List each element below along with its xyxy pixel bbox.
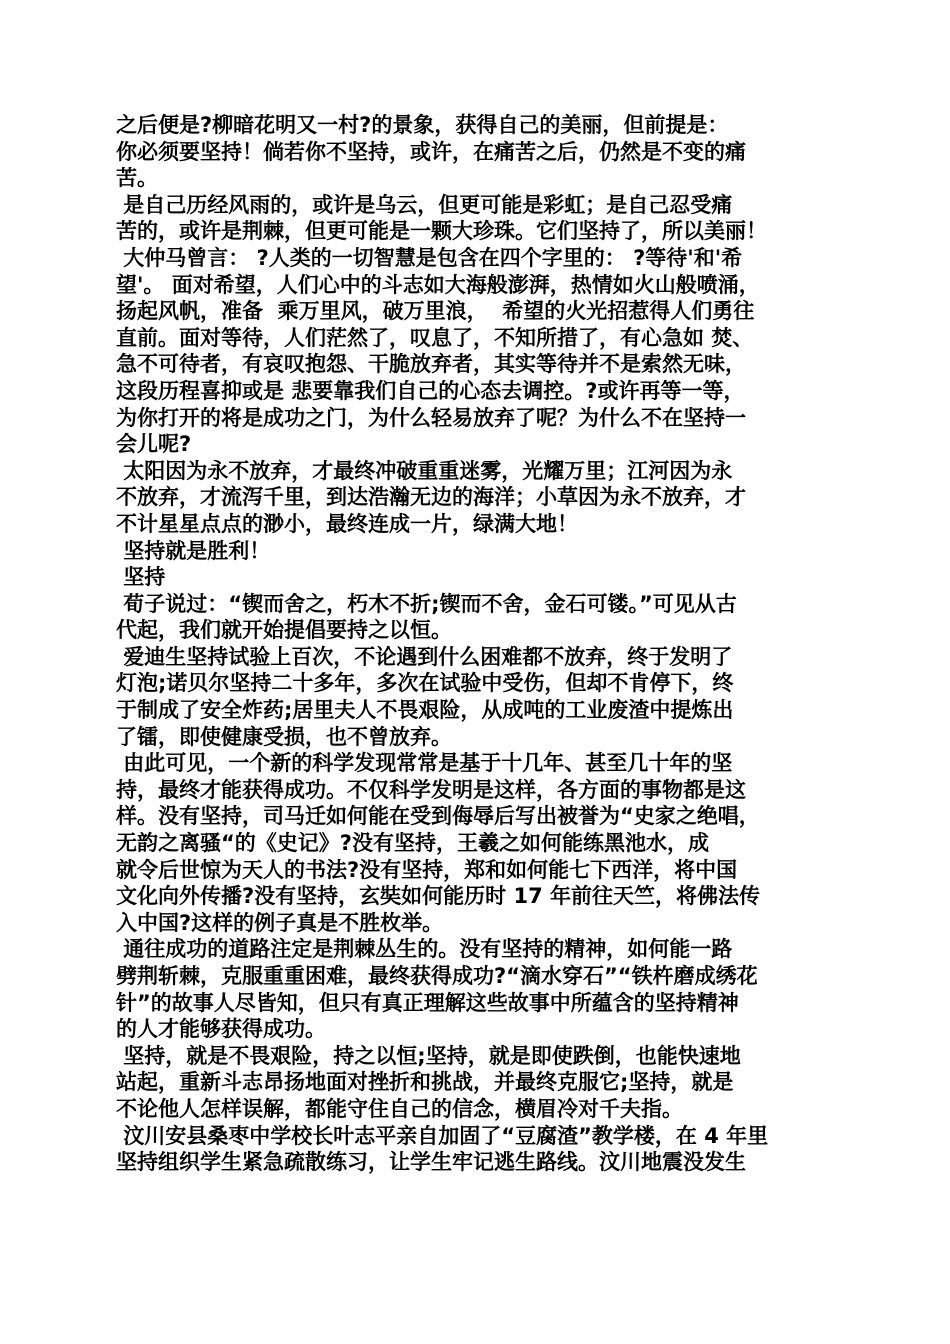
text-line: 由此可见，一个新的科学发现常常是基于十几年、甚至几十年的坚 bbox=[116, 751, 733, 776]
text-line: 样。没有坚持，司马迁如何能在受到侮辱后写出被誉为“史家之绝唱， bbox=[116, 804, 760, 829]
text-line: 针”的故事人尽皆知，但只有真正理解这些故事中所蕴含的坚持精神 bbox=[116, 990, 739, 1015]
text-line: 为你打开的将是成功之门，为什么轻易放弃了呢？为什么不在坚持一 bbox=[116, 405, 746, 430]
text-line: 了镭，即使健康受损，也不曾放弃。 bbox=[116, 724, 452, 749]
text-line: 汶川安县桑枣中学校长叶志平亲自加固了“豆腐渣”教学楼，在 4 年里 bbox=[116, 1123, 769, 1148]
text-line: 站起，重新斗志昂扬地面对挫折和挑战，并最终克服它;坚持，就是 bbox=[116, 1070, 734, 1095]
text-line: 于制成了安全炸药;居里夫人不畏艰险，从成吨的工业废渣中提炼出 bbox=[116, 698, 734, 723]
text-line: 不论他人怎样误解，都能守住自己的信念，横眉冷对千夫指。 bbox=[116, 1096, 683, 1121]
text-line: 灯泡;诺贝尔坚持二十多年，多次在试验中受伤，但却不肯停下，终 bbox=[116, 671, 734, 696]
text-line: 爱迪生坚持试验上百次，不论遇到什么困难都不放弃，终于发明了 bbox=[116, 644, 733, 669]
text-line: 大仲马曾言： ?人类的一切智慧是包含在四个字里的： ?等待'和'希 bbox=[116, 245, 743, 270]
text-line: 不计星星点点的渺小，最终连成一片，绿满大地！ bbox=[116, 511, 578, 536]
text-line: 劈荆斩棘，克服重重困难，最终获得成功?“滴水穿石”“铁杵磨成绣花 bbox=[116, 964, 758, 988]
text-line: 入中国?这样的例子真是不胜枚举。 bbox=[116, 910, 444, 935]
text-line: 太阳因为永不放弃，才最终冲破重重迷雾，光耀万里；江河因为永 bbox=[116, 458, 733, 483]
text-line: 的人才能够获得成功。 bbox=[116, 1017, 326, 1042]
text-line: 坚持，就是不畏艰险，持之以恒;坚持，就是即使跌倒，也能快速地 bbox=[116, 1043, 741, 1068]
text-line: 无韵之离骚“的《史记》?没有坚持，王羲之如何能练黑池水，成 bbox=[116, 831, 709, 856]
text-line: 直前。面对等待，人们茫然了，叹息了，不知所措了，有心急如 焚、 bbox=[116, 325, 754, 350]
text-line: 持，最终才能获得成功。不仅科学发明是这样，各方面的事物都是这 bbox=[116, 777, 746, 802]
text-line: 望'。 面对希望，人们心中的斗志如大海般澎湃，热情如火山般喷涌， bbox=[116, 272, 760, 297]
text-line: 苦。 bbox=[116, 166, 158, 191]
text-line: 你必须要坚持！倘若你不坚持，或许，在痛苦之后，仍然是不变的痛 bbox=[116, 139, 746, 164]
text-line: 急不可待者，有哀叹抱怨、干脆放弃者，其实等待并不是索然无味， bbox=[116, 352, 746, 377]
text-line: 文化向外传播?没有坚持，玄奘如何能历时 17 年前往天竺，将佛法传 bbox=[116, 884, 761, 909]
text-line: 荀子说过：“锲而舍之，朽木不折;锲而不舍，金石可镂。”可见从古 bbox=[116, 591, 737, 616]
text-line: 坚持组织学生紧急疏散练习，让学生牢记逃生路线。汶川地震没发生 bbox=[116, 1150, 746, 1175]
document-body bbox=[116, 112, 842, 1176]
text-line: 就令后世惊为天人的书法?没有坚持，郑和如何能七下西洋，将中国 bbox=[116, 857, 738, 882]
text-line: 通往成功的道路注定是荆棘丛生的。没有坚持的精神，如何能一路 bbox=[116, 937, 733, 962]
text-line: 坚持就是胜利！ bbox=[116, 538, 271, 563]
text-line: 之后便是?柳暗花明又一村?的景象，获得自己的美丽，但前提是： bbox=[116, 113, 729, 137]
text-line: 是自己历经风雨的，或许是乌云，但更可能是彩虹；是自己忍受痛 bbox=[116, 192, 733, 217]
text-line: 扬起风帆，准备 乘万里风，破万里浪， 希望的火光招惹得人们勇往 bbox=[116, 299, 755, 324]
text-line: 这段历程喜抑或是 悲要靠我们自己的心态去调控。?或许再等一等， bbox=[116, 378, 745, 403]
text-line: 会儿呢? bbox=[116, 432, 192, 457]
text-line: 不放弃，才流泻千里，到达浩瀚无边的海洋；小草因为永不放弃，才 bbox=[116, 485, 746, 510]
text-line: 代起，我们就开始提倡要持之以恒。 bbox=[116, 618, 452, 643]
text-line: 坚持 bbox=[116, 565, 166, 590]
text-line: 苦的，或许是荆棘，但更可能是一颗大珍珠。它们坚持了，所以美丽！ bbox=[116, 219, 767, 244]
